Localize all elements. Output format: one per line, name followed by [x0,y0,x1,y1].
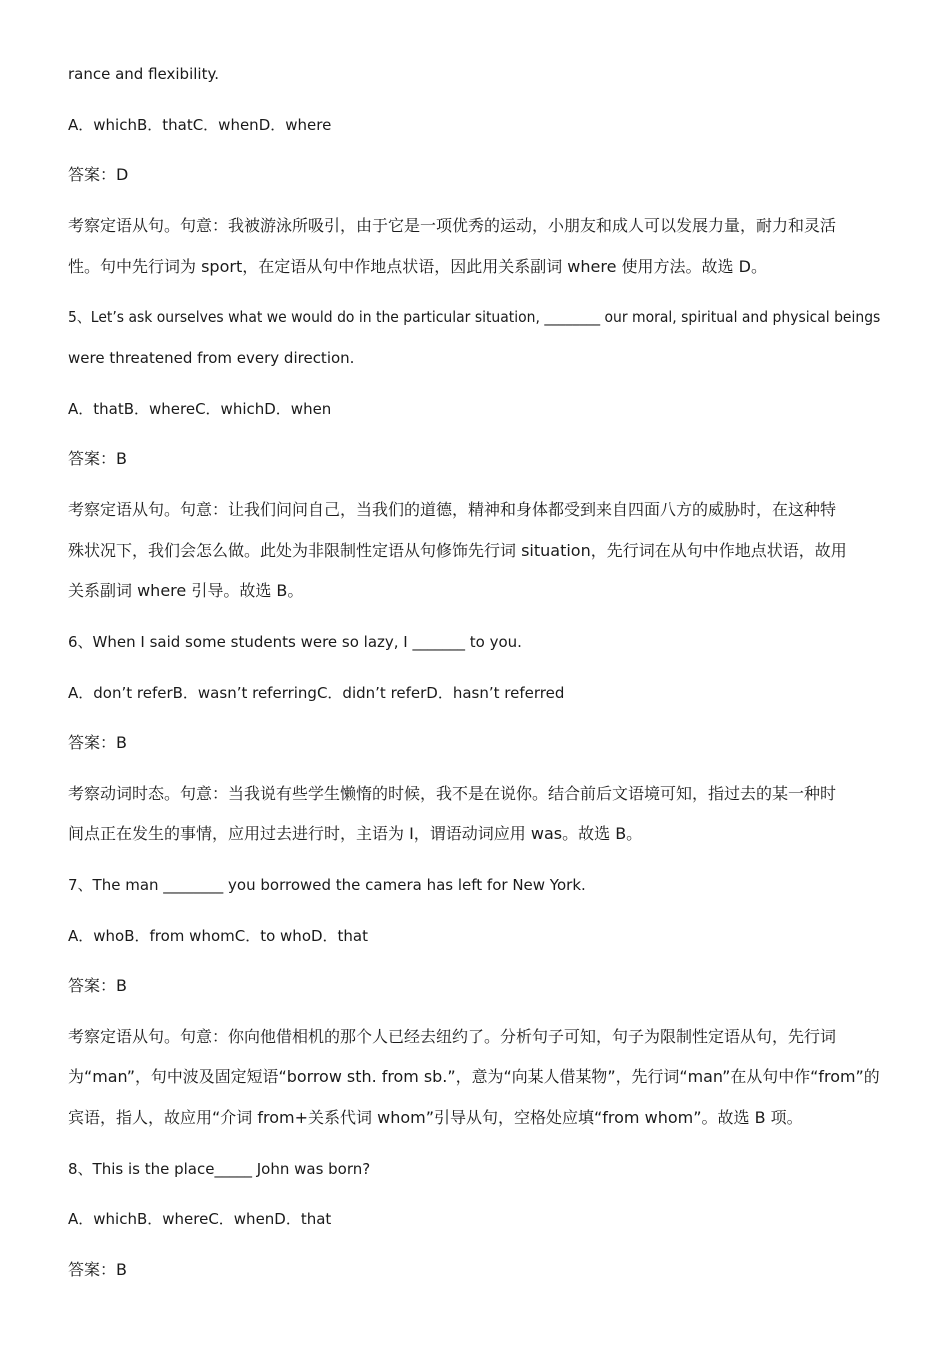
question-options: A．thatB．whereC．whichD．when [68,400,332,418]
answer-line: 答案：B [68,976,127,995]
explanation-line: 殊状况下，我们会怎么做。此处为非限制性定语从句修饰先行词 situation，先行词在从句中作地点状语，故用 [68,541,847,560]
explanation-line: 考察定语从句。句意：你向他借相机的那个人已经去纽约了。分析句子可知，句子为限制性定语从句，先行词 [68,1027,837,1046]
question-stem: 7、The man ________ you borrowed the camera has left for New York. [68,876,586,894]
question-options: A．whoB．from whomC．to whoD．that [68,927,369,945]
question-stem: 8、This is the place_____ John was born? [68,1160,371,1178]
explanation-line: 考察动词时态。句意：当我说有些学生懒惰的时候，我不是在说你。结合前后文语境可知，指过去的某一种时 [68,784,837,803]
explanation-line: 关系副词 where 引导。故选 B。 [68,581,304,600]
question-options: A．whichB．whereC．whenD．that [68,1210,332,1228]
explanation-line: 考察定语从句。句意：我被游泳所吸引，由于它是一项优秀的运动，小朋友和成人可以发展力量，耐力和灵活 [68,216,837,235]
question-options: A．don’t referB．wasn’t referringC．didn’t referD．hasn’t referred [68,684,565,702]
question-options: A．whichB．thatC．whenD．where [68,116,332,134]
text-line: rance and flexibility. [68,65,219,83]
question-stem: 6、When I said some students were so lazy, I _______ to you. [68,633,522,651]
explanation-line: 性。句中先行词为 sport，在定语从句中作地点状语，因此用关系副词 where 使用方法。故选 D。 [68,257,767,276]
question-stem: 5、Let’s ask ourselves what we would do in the particular situation, ________ our moral, spiritual and physical beings [68,308,881,326]
answer-line: 答案：B [68,1260,127,1279]
explanation-line: 考察定语从句。句意：让我们问问自己，当我们的道德，精神和身体都受到来自四面八方的威胁时，在这种特 [68,500,837,519]
answer-line: 答案：D [68,165,129,184]
explanation-line: 宾语，指人，故应用“介词 from+关系代词 whom”引导从句，空格处应填“from whom”。故选 B 项。 [68,1108,803,1127]
explanation-line: 间点正在发生的事情，应用过去进行时，主语为 I，谓语动词应用 was。故选 B。 [68,824,643,843]
explanation-line: 为“man”，句中波及固定短语“borrow sth. from sb.”，意为“向某人借某物”，先行词“man”在从句中作“from”的 [68,1067,880,1086]
answer-line: 答案：B [68,449,127,468]
question-stem: were threatened from every direction. [68,349,355,367]
answer-line: 答案：B [68,733,127,752]
